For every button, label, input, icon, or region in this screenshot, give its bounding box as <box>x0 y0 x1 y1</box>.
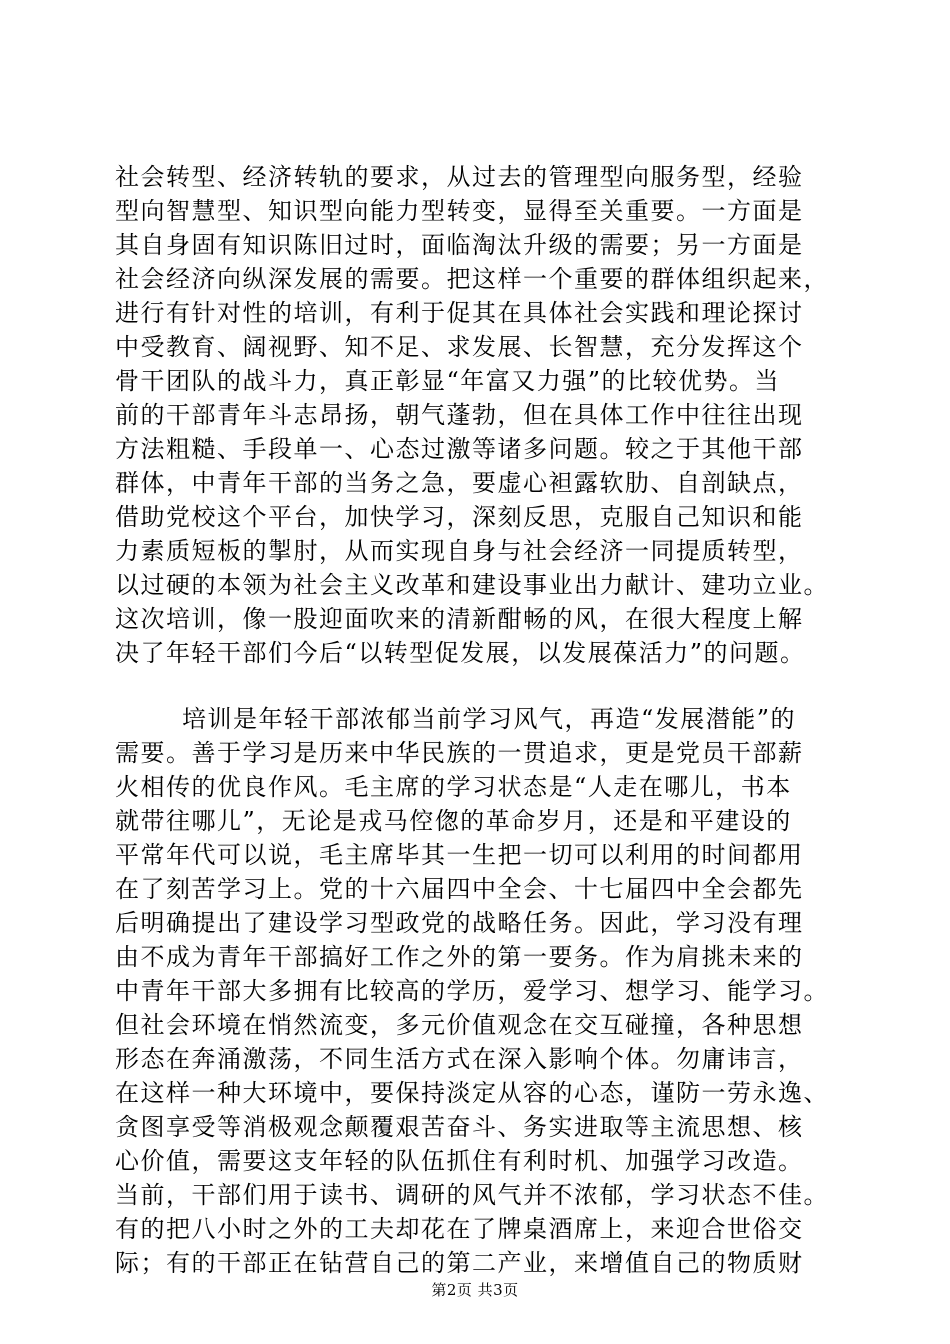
text-line: 由不成为青年干部搞好工作之外的第一要务。作为肩挑未来的 <box>115 943 804 971</box>
text-line: 在这样一种大环境中，要保持淡定从容的心态，谨防一劳永逸、 <box>115 1079 829 1107</box>
text-line: 骨干团队的战斗力，真正彰显“年富又力强”的比较优势。当 <box>115 367 781 395</box>
text-line: 型向智慧型、知识型向能力型转变，显得至关重要。一方面是 <box>115 197 804 225</box>
text-line: 当前，干部们用于读书、调研的风气并不浓郁，学习状态不佳。 <box>115 1181 829 1209</box>
text-line: 就带往哪儿”，无论是戎马倥偬的革命岁月，还是和平建设的 <box>115 807 792 835</box>
text-line: 需要。善于学习是历来中华民族的一贯追求，更是党员干部薪 <box>115 739 804 767</box>
page-footer <box>0 1280 950 1300</box>
text-line: 社会经济向纵深发展的需要。把这样一个重要的群体组织起来， <box>115 265 829 293</box>
text-line: 进行有针对性的培训，有利于促其在具体社会实践和理论探讨 <box>115 299 804 327</box>
text-line: 后明确提出了建设学习型政党的战略任务。因此，学习没有理 <box>115 909 804 937</box>
text-line: 中受教育、阔视野、知不足、求发展、长智慧，充分发挥这个 <box>115 333 804 361</box>
text-line: 心价值，需要这支年轻的队伍抓住有利时机、加强学习改造。 <box>115 1147 804 1175</box>
text-line: 但社会环境在悄然流变，多元价值观念在交互碰撞，各种思想 <box>115 1011 804 1039</box>
paragraph-spacer <box>115 670 855 702</box>
paragraph-1 <box>115 160 855 670</box>
text-line: 借助党校这个平台，加快学习，深刻反思，克服自己知识和能 <box>115 503 804 531</box>
paragraph-2 <box>115 702 855 1280</box>
text-line: 前的干部青年斗志昂扬，朝气蓬勃，但在具体工作中往往出现 <box>115 401 804 429</box>
text-line: 形态在奔涌激荡，不同生活方式在深入影响个体。勿庸讳言， <box>115 1045 804 1073</box>
text-line: 力素质短板的掣肘，从而实现自身与社会经济一同提质转型， <box>115 537 804 565</box>
page-number-label: 第2页 共3页 <box>431 1281 519 1299</box>
text-line: 方法粗糙、手段单一、心态过激等诸多问题。较之于其他干部 <box>115 435 804 463</box>
text-line: 有的把八小时之外的工夫却花在了牌桌酒席上，来迎合世俗交 <box>115 1215 804 1243</box>
text-line: 火相传的优良作风。毛主席的学习状态是“人走在哪儿，书本 <box>115 773 792 801</box>
text-line: 以过硬的本领为社会主义改革和建设事业出力献计、建功立业。 <box>115 571 829 599</box>
text-line: 在了刻苦学习上。党的十六届四中全会、十七届四中全会都先 <box>115 875 804 903</box>
text-line: 这次培训，像一股迎面吹来的清新酣畅的风，在很大程度上解 <box>115 605 804 633</box>
text-line-first: 培训是年轻干部浓郁当前学习风气，再造“发展潜能”的 <box>182 705 797 733</box>
text-line: 社会转型、经济转轨的要求，从过去的管理型向服务型，经验 <box>115 163 804 191</box>
text-line: 贪图享受等消极观念颠覆艰苦奋斗、务实进取等主流思想、核 <box>115 1113 804 1141</box>
document-body <box>115 160 855 1280</box>
text-line: 决了年轻干部们今后“以转型促发展，以发展葆活力”的问题。 <box>115 639 806 667</box>
text-line: 际；有的干部正在钻营自己的第二产业，来增值自己的物质财 <box>115 1249 804 1277</box>
text-line: 群体，中青年干部的当务之急，要虚心袒露软肋、自剖缺点， <box>115 469 804 497</box>
text-line: 中青年干部大多拥有比较高的学历，爱学习、想学习、能学习。 <box>115 977 829 1005</box>
text-line: 其自身固有知识陈旧过时，面临淘汰升级的需要；另一方面是 <box>115 231 804 259</box>
text-line: 平常年代可以说，毛主席毕其一生把一切可以利用的时间都用 <box>115 841 804 869</box>
